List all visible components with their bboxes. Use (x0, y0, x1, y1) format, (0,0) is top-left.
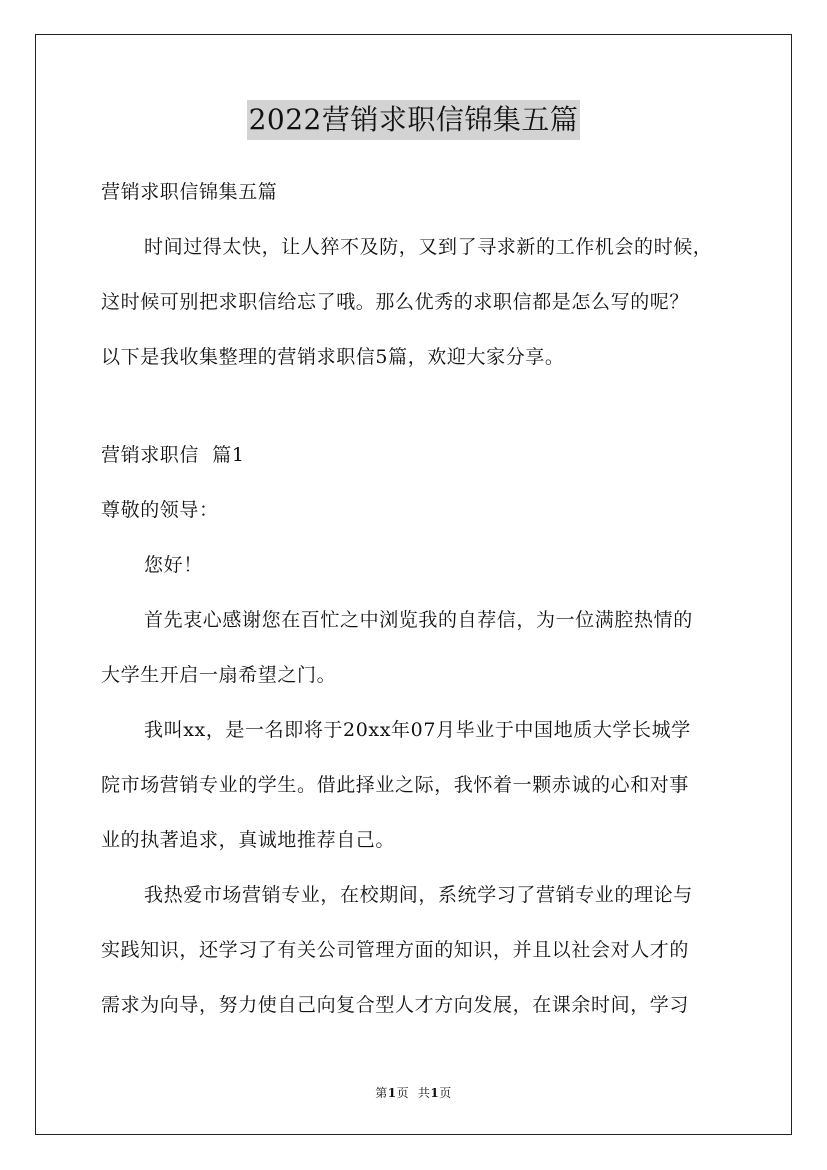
page-number: 1 (387, 1086, 397, 1100)
document-subtitle: 营销求职信锦集五篇 (101, 181, 278, 203)
page-label-suffix: 页 (396, 1086, 410, 1100)
intro-line: 以下是我收集整理的营销求职信5篇，欢迎大家分享。 (101, 346, 565, 368)
intro-line: 时间过得太快，让人猝不及防，又到了寻求新的工作机会的时候， (144, 236, 713, 258)
paragraph-line: 我热爱市场营销专业，在校期间，系统学习了营销专业的理论与 (144, 884, 693, 906)
greeting: 您好！ (144, 554, 203, 576)
total-label-suffix: 页 (439, 1086, 452, 1100)
salutation: 尊敬的领导： (101, 499, 219, 521)
paragraph-line: 大学生开启一扇希望之门。 (101, 664, 337, 686)
total-pages: 1 (430, 1086, 440, 1100)
paragraph-line: 院市场营销专业的学生。借此择业之际，我怀着一颗赤诚的心和对事 (101, 774, 690, 796)
paragraph-line: 实践知识，还学习了有关公司管理方面的知识，并且以社会对人才的 (101, 939, 690, 961)
page-label-prefix: 第 (375, 1086, 388, 1100)
paragraph-line: 业的执著追求，真诚地推荐自己。 (101, 829, 396, 851)
document-title: 2022营销求职信锦集五篇 (247, 100, 581, 140)
intro-line: 这时候可别把求职信给忘了哦。那么优秀的求职信都是怎么写的呢？ (101, 291, 690, 313)
section-heading: 营销求职信 篇1 (101, 444, 245, 466)
title-container (0, 100, 827, 140)
paragraph-line: 首先衷心感谢您在百忙之中浏览我的自荐信，为一位满腔热情的 (144, 609, 693, 631)
page-footer (0, 1084, 827, 1101)
paragraph-line: 我叫xx，是一名即将于20xx年07月毕业于中国地质大学长城学 (144, 719, 691, 741)
document-body (101, 176, 741, 1022)
total-label-prefix: 共 (417, 1086, 431, 1100)
paragraph-line: 需求为向导，努力使自己向复合型人才方向发展，在课余时间，学习 (101, 994, 690, 1016)
